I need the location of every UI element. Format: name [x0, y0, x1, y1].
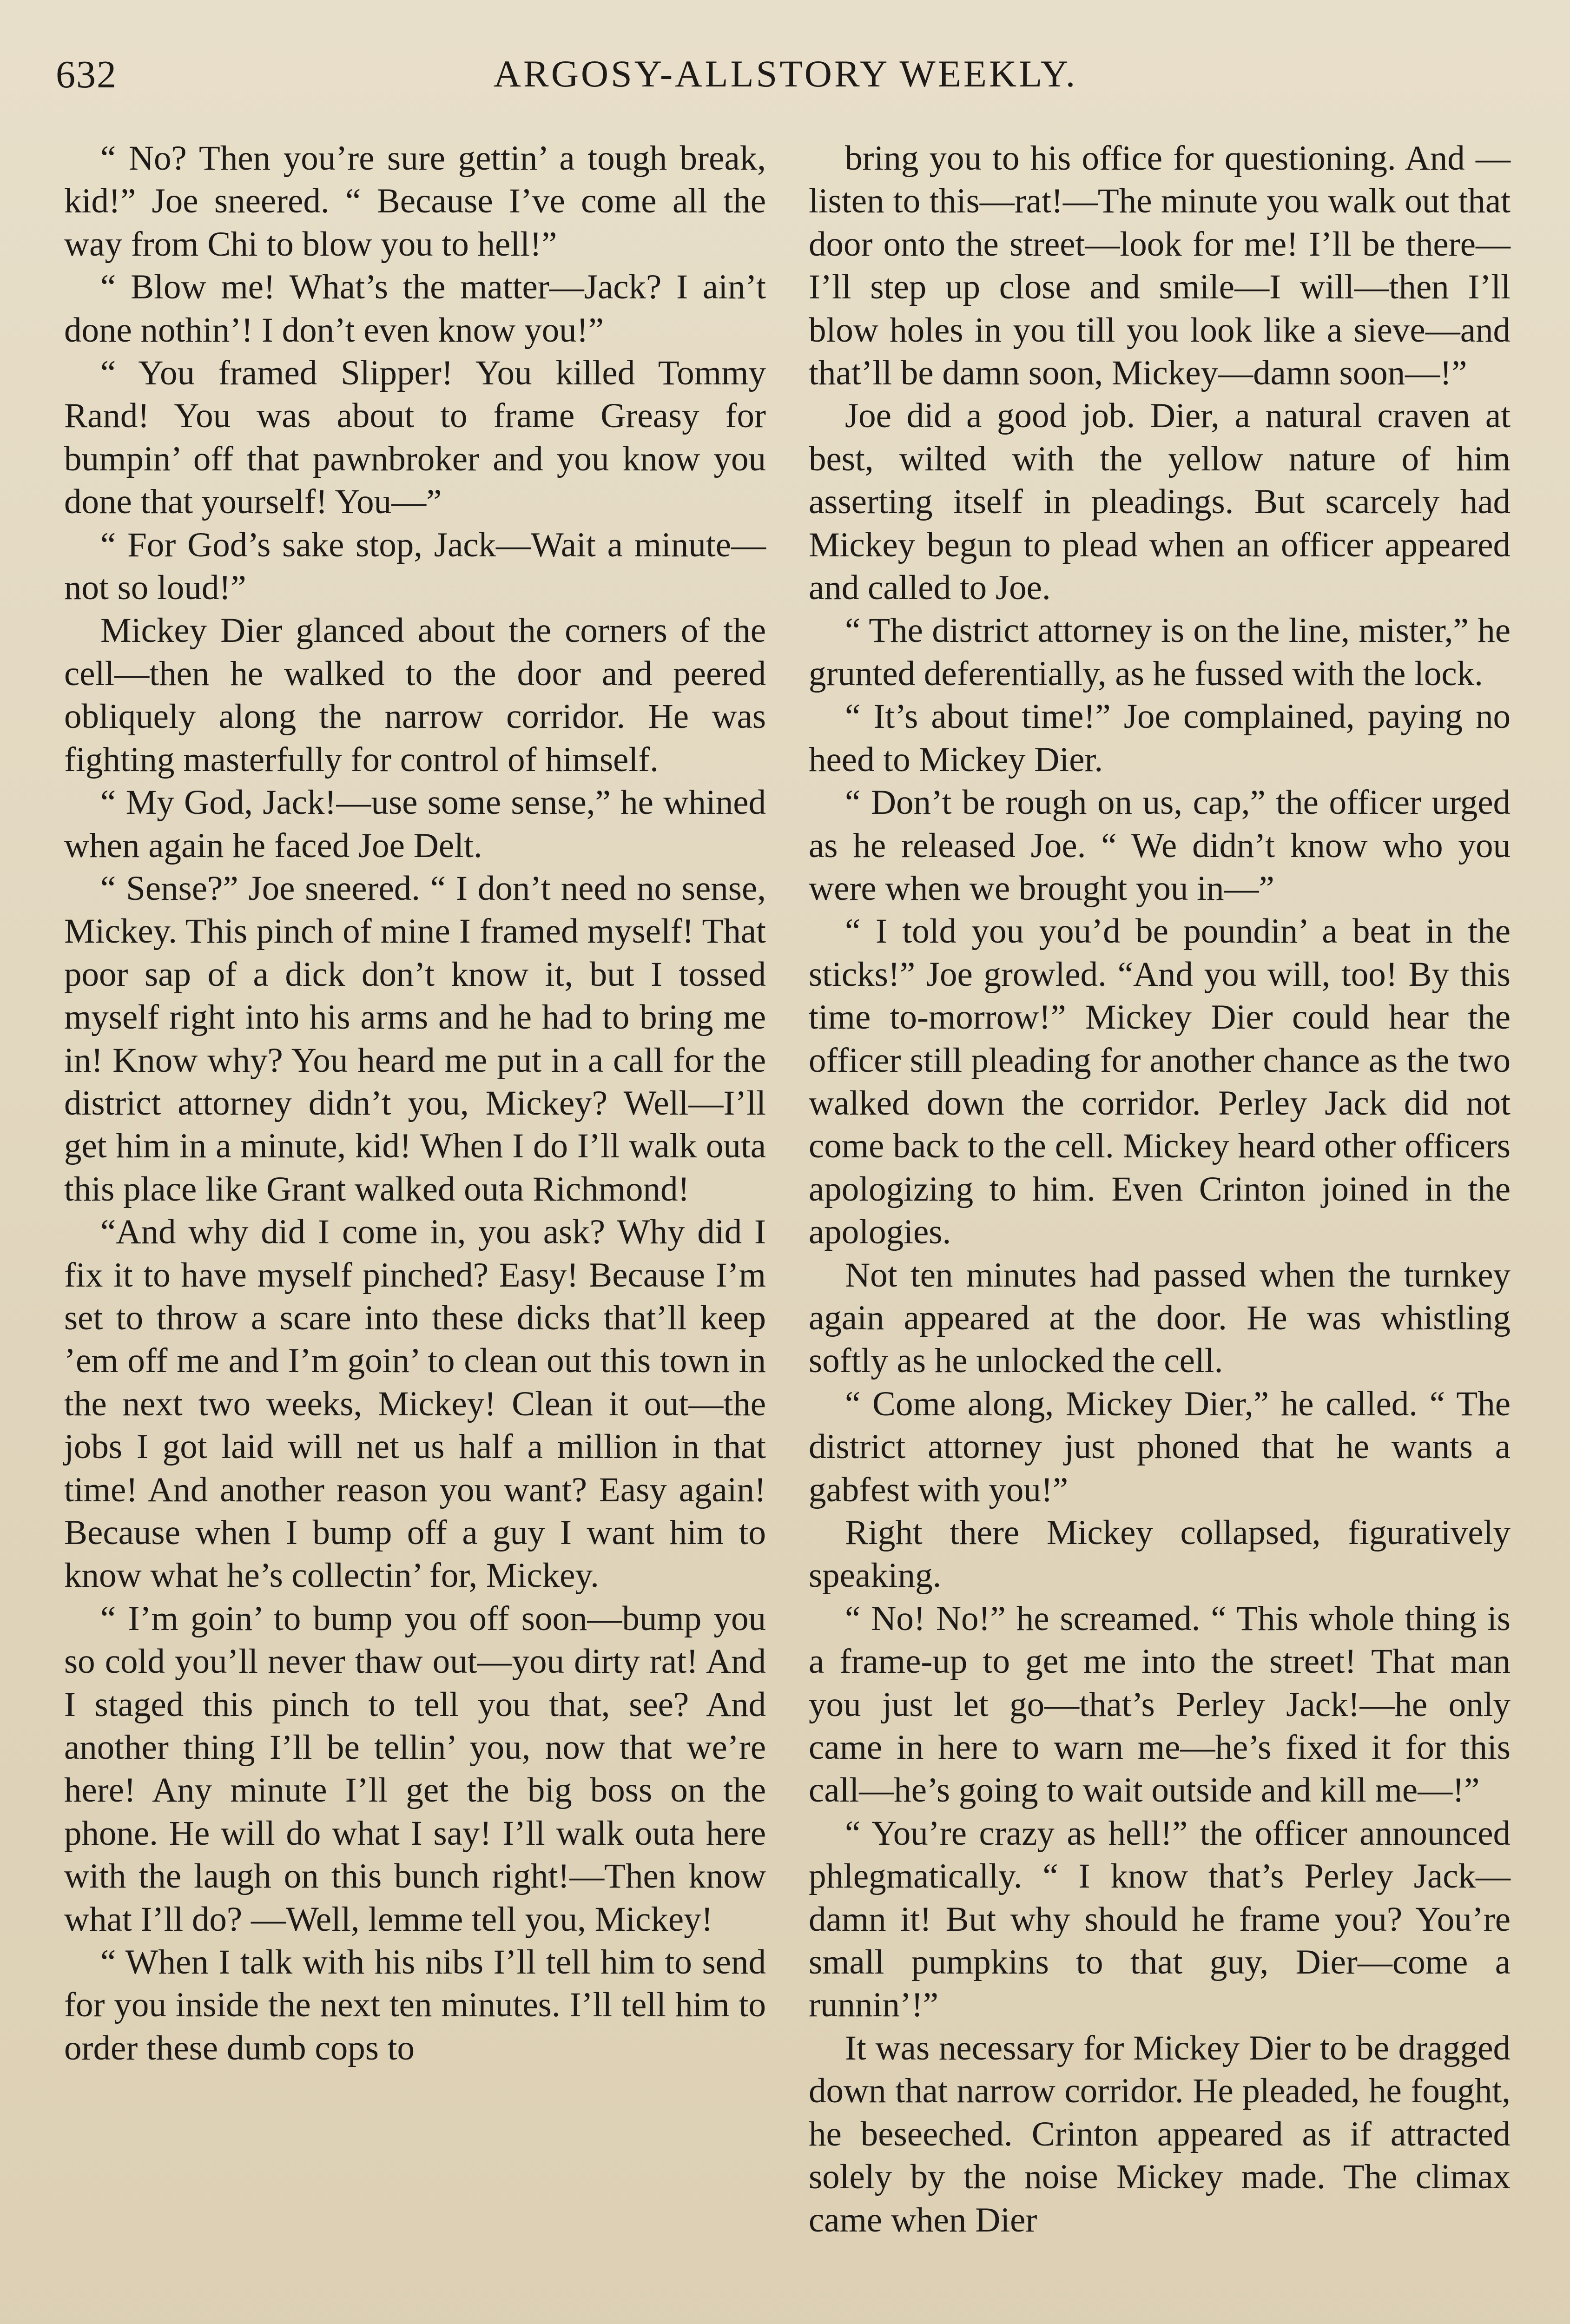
text-column-right: [809, 137, 1511, 2242]
paragraph: “ The district attorney is on the line, mister,” he grunted deferentially, as he fussed with the lock.: [809, 611, 1511, 693]
text-column-left: [64, 137, 766, 2070]
paragraph: “ It’s about time!” Joe complained, paying no heed to Mickey Dier.: [809, 697, 1511, 779]
paragraph: “And why did I come in, you ask? Why did I fix it to have myself pinched? Easy! Because I’m set to throw a scare into these dicks that’ll keep ’em off me and I’m goin’ to clean out this town in the next two weeks, Mickey! Clean it out—the jobs I got laid will net us half a million in that time! And another reason you want? Easy again! Because when I bump off a guy I want him to know what he’s collectin’ for, Mickey.: [64, 1213, 766, 1595]
paragraph: “ I’m goin’ to bump you off soon—bump you so cold you’ll never thaw out—you dirty rat! And I staged this pinch to tell you that, see? And another thing I’ll be tellin’ you, now that we’re here! Any minute I’ll get the big boss on the phone. He will do what I say! I’ll walk outa here with the laugh on this bunch right!—Then know what I’ll do? —Well, lemme tell you, Mickey!: [64, 1599, 766, 1939]
paragraph: Right there Mickey collapsed, figuratively speaking.: [809, 1513, 1511, 1595]
page-header: [56, 52, 1515, 108]
paragraph: bring you to his office for questioning. And —listen to this—rat!—The minute you walk out that door onto the street—look for me! I’ll be there—I’ll step up close and smile—I will—then I’ll blow holes in you till you look like a sieve—and that’ll be damn soon, Mickey—damn soon—!”: [809, 139, 1511, 393]
paragraph: It was necessary for Mickey Dier to be dragged down that narrow corridor. He pleaded, he fought, he beseeched. Crinton appeared as if attracted solely by the noise Mickey made. The climax came when Dier: [809, 2028, 1511, 2239]
paragraph: “ Don’t be rough on us, cap,” the officer urged as he released Joe. “ We didn’t know who you were when we brought you in—”: [809, 783, 1511, 908]
page-number: 632: [56, 53, 117, 96]
paragraph: “ Sense?” Joe sneered. “ I don’t need no sense, Mickey. This pinch of mine I framed myself! That poor sap of a dick don’t know it, but I tossed myself right into his arms and he had to bring me in! Know why? You heard me put in a call for the district attorney didn’t you, Mickey? Well—I’ll get him in a minute, kid! When I do I’ll walk outa this place like Grant walked outa Richmond!: [64, 869, 766, 1208]
running-title: ARGOSY-ALLSTORY WEEKLY.: [493, 53, 1078, 95]
paragraph: “ No? Then you’re sure gettin’ a tough break, kid!” Joe sneered. “ Because I’ve come all the way from Chi to blow you to hell!”: [64, 139, 766, 264]
paragraph: Mickey Dier glanced about the corners of the cell—then he walked to the door and peered obliquely along the narrow corridor. He was fighting masterfully for control of himself.: [64, 611, 766, 779]
paragraph: Not ten minutes had passed when the turnkey again appeared at the door. He was whistling softly as he unlocked the cell.: [809, 1255, 1511, 1380]
paragraph: Joe did a good job. Dier, a natural craven at best, wilted with the yellow nature of him asserting itself in pleadings. But scarcely had Mickey begun to plead when an officer appeared and called to Joe.: [809, 396, 1511, 607]
paragraph: “ No! No!” he screamed. “ This whole thing is a frame-up to get me into the street! That man you just let go—that’s Perley Jack!—he only came in here to warn me—he’s fixed it for this call—he’s going to wait outside and kill me—!”: [809, 1599, 1511, 1810]
paragraph: “ For God’s sake stop, Jack—Wait a minute—not so loud!”: [64, 525, 766, 607]
paragraph: “ My God, Jack!—use some sense,” he whined when again he faced Joe Delt.: [64, 783, 766, 865]
paragraph: “ You framed Slipper! You killed Tommy Rand! You was about to frame Greasy for bumpin’ off that pawnbroker and you know you done that yourself! You—”: [64, 354, 766, 522]
paragraph: “ When I talk with his nibs I’ll tell him to send for you inside the next ten minutes. I’ll tell him to order these dumb cops to: [64, 1943, 766, 2067]
paragraph: “ I told you you’d be poundin’ a beat in the sticks!” Joe growled. “And you will, too! By this time to-morrow!” Mickey Dier could hear the officer still pleading for another chance as the two walked down the corridor. Perley Jack did not come back to the cell. Mickey heard other officers apologizing to him. Even Crinton joined in the apologies.: [809, 912, 1511, 1252]
paragraph: “ Come along, Mickey Dier,” he called. “ The district attorney just phoned that he wants a gabfest with you!”: [809, 1384, 1511, 1509]
paragraph: “ You’re crazy as hell!” the officer announced phlegmatically. “ I know that’s Perley Jack—damn it! But why should he frame you? You’re small pumpkins to that guy, Dier—come a runnin’!”: [809, 1814, 1511, 2025]
paragraph: “ Blow me! What’s the matter—Jack? I ain’t done nothin’! I don’t even know you!”: [64, 268, 766, 350]
